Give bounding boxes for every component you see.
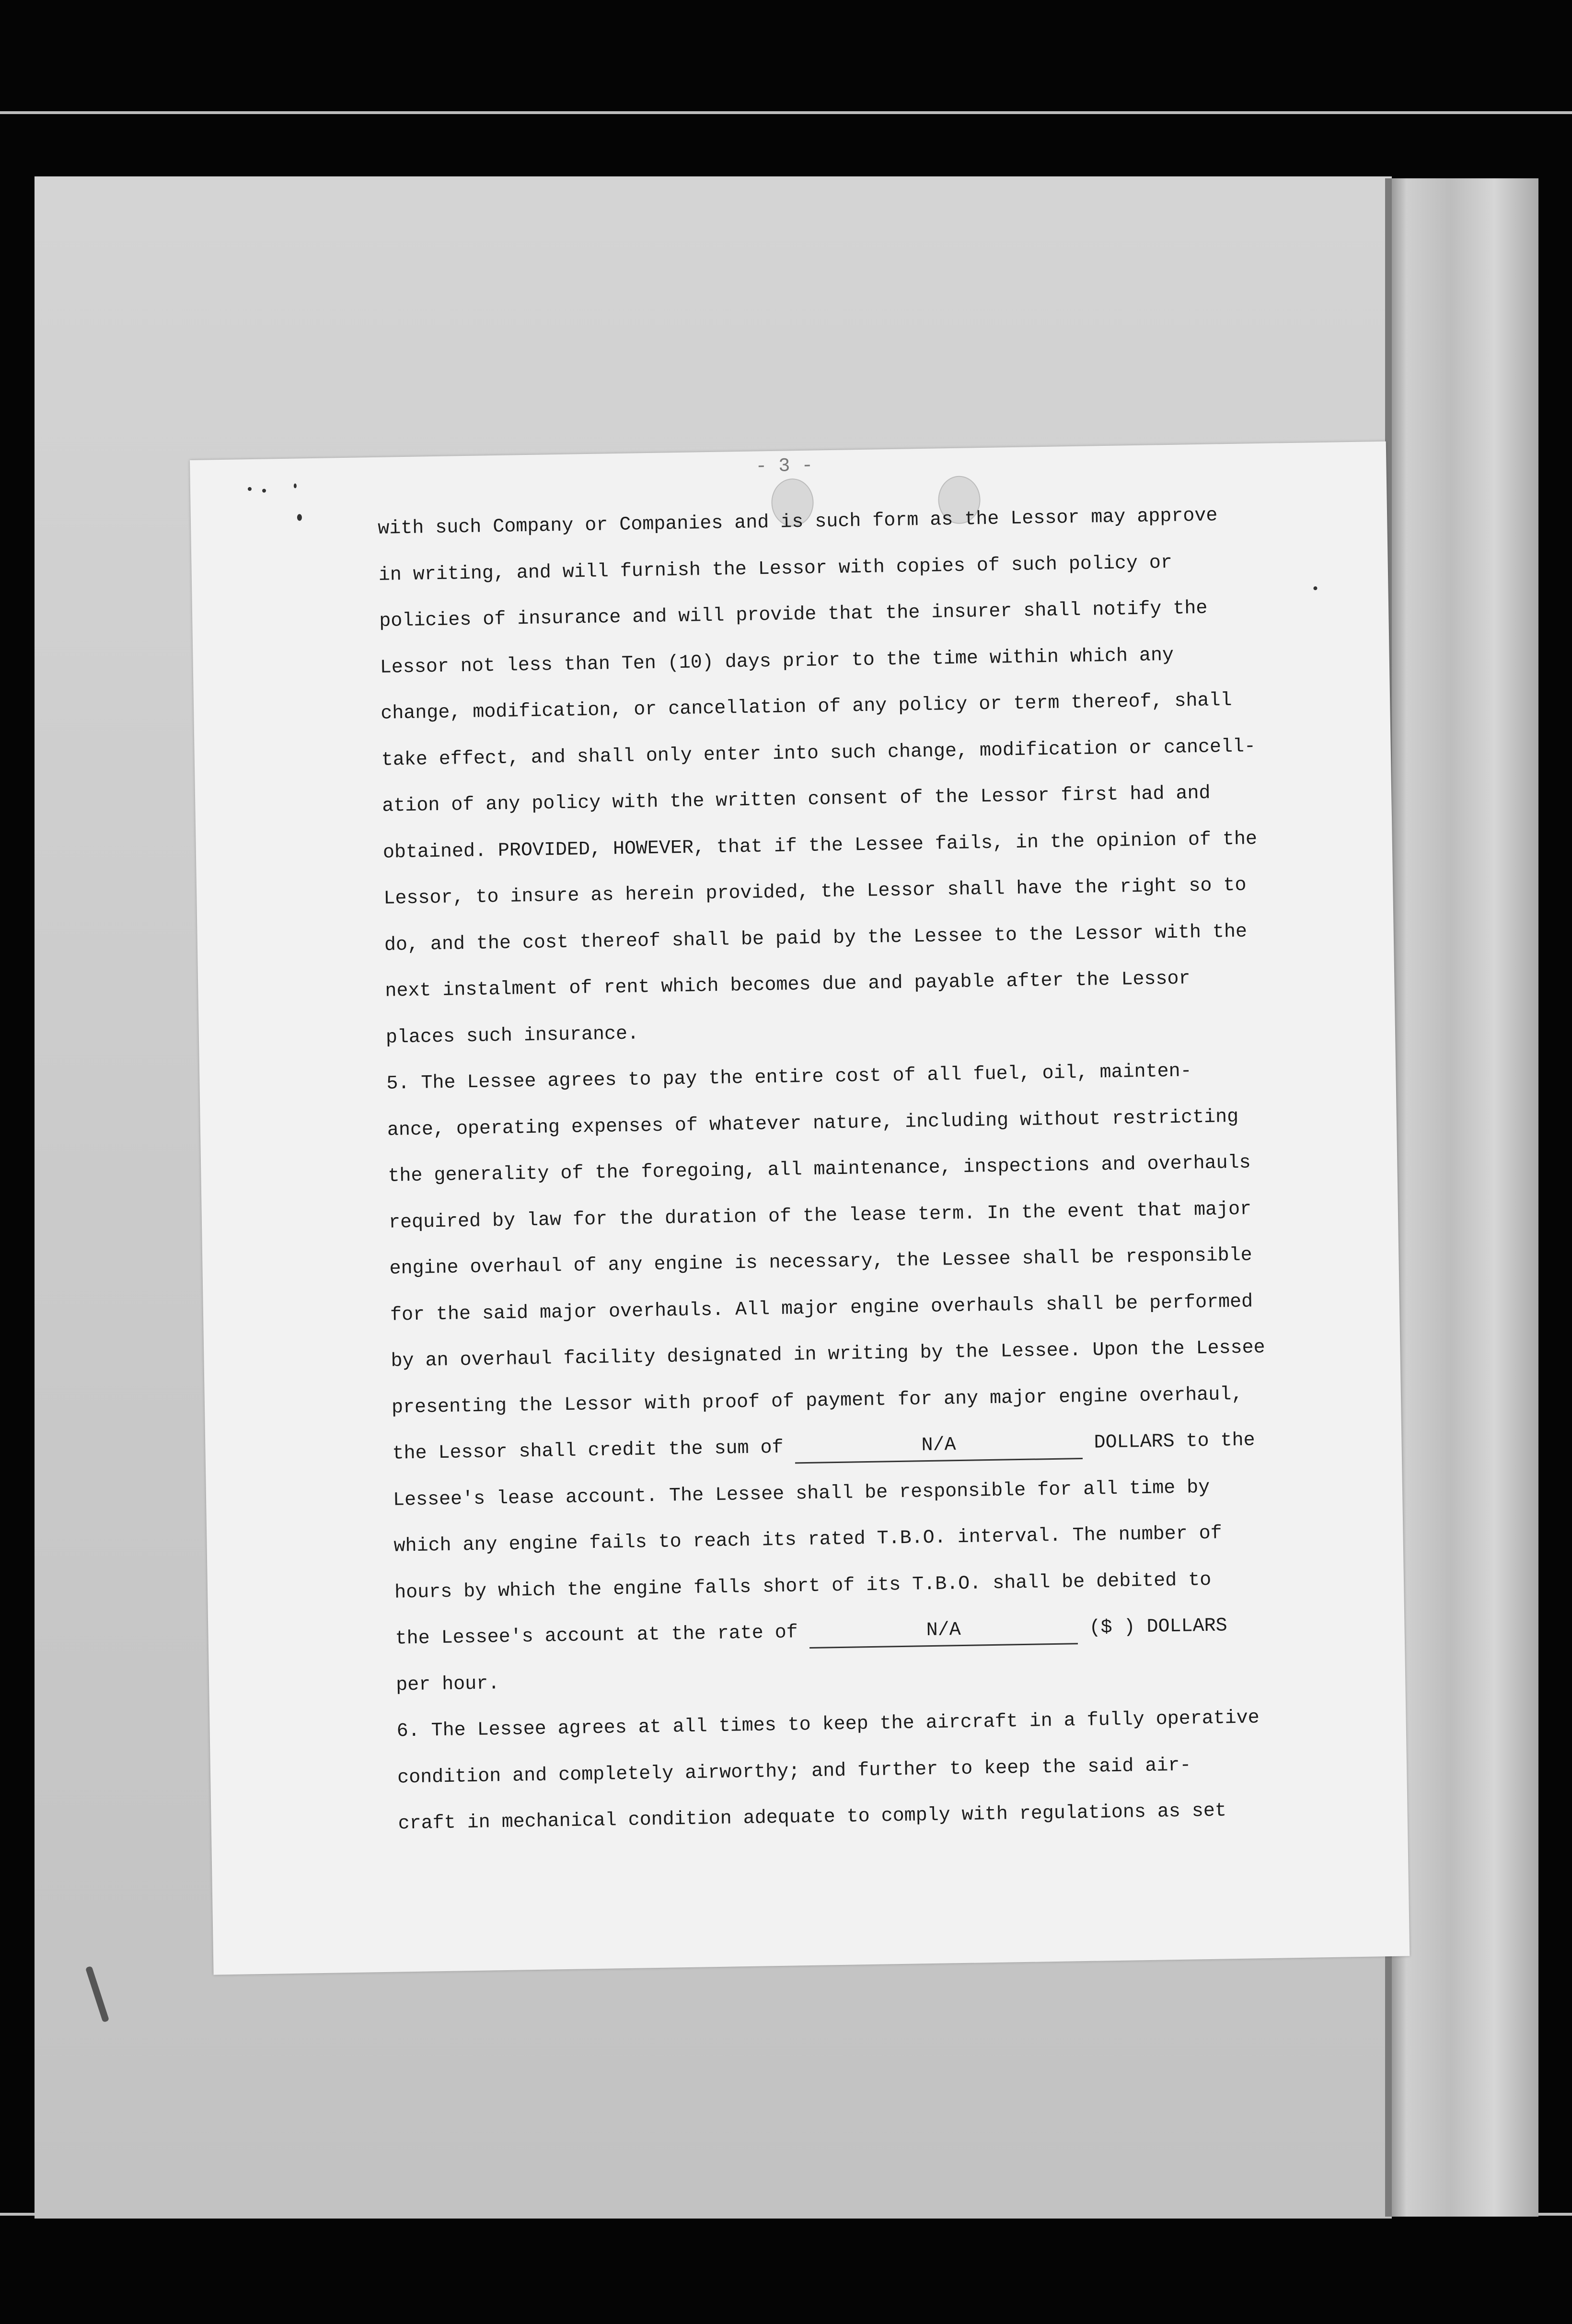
- text-line: Lessor not less than Ten (10) days prior to the time within which any: [380, 644, 1174, 679]
- text-line: craft in mechanical condition adequate to comply with regulations as set: [398, 1800, 1227, 1835]
- text-line: ance, operating expenses of whatever nature, including without restricting: [387, 1106, 1239, 1141]
- credit-line-text: the Lessor shall credit the sum of: [392, 1437, 796, 1465]
- section-5-line: 5. The Lessee agrees to pay the entire cost of all fuel, oil, mainten-: [386, 1060, 1192, 1095]
- rate-blank: N/A: [809, 1614, 1078, 1649]
- text-line: take effect, and shall only enter into such change, modification or cancell-: [381, 735, 1256, 771]
- text-line: engine overhaul of any engine is necessary, the Lessee shall be responsible: [389, 1244, 1252, 1280]
- text-line: with such Company or Companies and is such form as the Lessor may approve: [377, 505, 1218, 540]
- rate-line-tail: ($ ) DOLLARS: [1077, 1615, 1228, 1639]
- binder-strip: [1392, 178, 1538, 2217]
- speck-mark: [297, 514, 302, 521]
- text-line: policies of insurance and will provide that the insurer shall notify the: [379, 597, 1208, 632]
- lease-body-text: [378, 491, 1357, 1848]
- text-line: change, modification, or cancellation of any policy or term thereof, shall: [381, 689, 1232, 725]
- rate-line-text: the Lessee's account at the rate of: [395, 1621, 810, 1650]
- speck-mark: [262, 489, 266, 493]
- film-edge-line-top: [0, 111, 1572, 114]
- speck-mark: [248, 487, 252, 491]
- text-line: which any engine fails to reach its rated T.B.O. interval. The number of: [393, 1522, 1223, 1557]
- text-line: required by law for the duration of the lease term. In the event that major: [388, 1198, 1252, 1234]
- credit-line-tail: DOLLARS to the: [1082, 1429, 1255, 1454]
- text-line: in writing, and will furnish the Lessor with copies of such policy or: [378, 552, 1173, 586]
- text-line: Lessor, to insure as herein provided, the Lessor shall have the right so to: [383, 874, 1247, 910]
- text-line: for the said major overhauls. All major engine overhauls shall be performed: [390, 1290, 1253, 1326]
- text-line: hours by which the engine falls short of its T.B.O. shall be debited to: [394, 1569, 1212, 1604]
- page-number: - 3 -: [755, 455, 813, 478]
- speck-mark: [294, 484, 297, 488]
- text-line: obtained. PROVIDED, HOWEVER, that if the Lessee fails, in the opinion of the: [382, 828, 1258, 864]
- text-line: do, and the cost thereof shall be paid by the Lessee to the Lessor with the: [384, 920, 1248, 956]
- text-line: by an overhaul facility designated in writing by the Lessee. Upon the Lessee: [391, 1336, 1266, 1372]
- text-line: presenting the Lessor with proof of payment for any major engine overhaul,: [391, 1383, 1243, 1419]
- document-page: [190, 442, 1410, 1975]
- text-line: places such insurance.: [385, 1023, 639, 1049]
- credit-sum-blank: N/A: [795, 1429, 1083, 1464]
- text-line: condition and completely airworthy; and further to keep the said air-: [397, 1755, 1191, 1789]
- text-line: next instalment of rent which becomes due and payable after the Lessor: [385, 968, 1191, 1002]
- section-6-line: 6. The Lessee agrees at all times to keep the aircraft in a fully operative: [396, 1707, 1260, 1743]
- text-line: ation of any policy with the written consent of the Lessor first had and: [382, 782, 1211, 817]
- text-line: the generality of the foregoing, all maintenance, inspections and overhauls: [388, 1152, 1251, 1187]
- text-line: Lessee's lease account. The Lessee shall be responsible for all time by: [393, 1476, 1210, 1511]
- text-line: per hour.: [395, 1673, 500, 1697]
